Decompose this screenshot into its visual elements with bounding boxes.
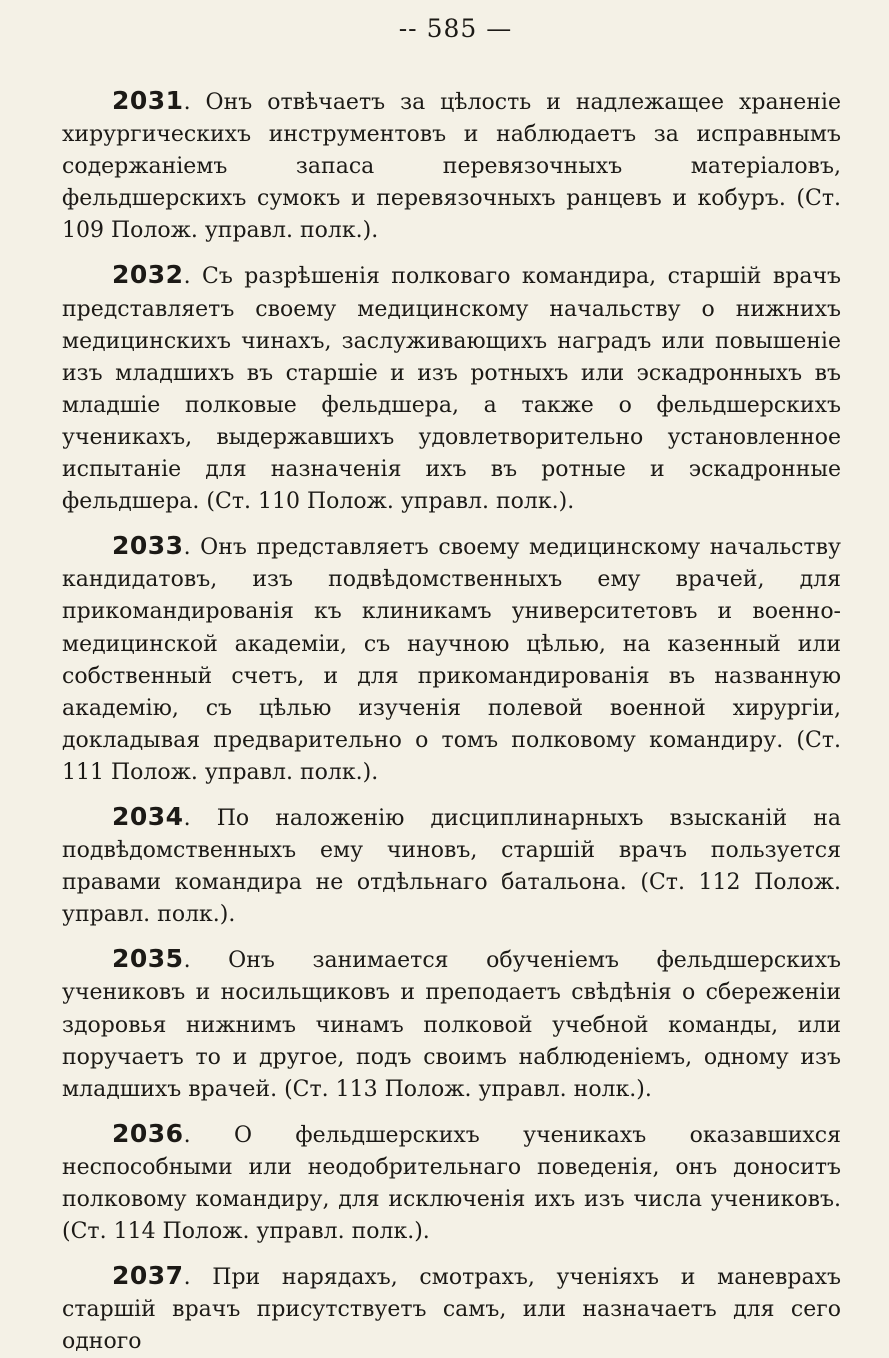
article-number: 2034 — [112, 801, 184, 831]
article-text: . При нарядахъ, смотрахъ, ученіяхъ и маневрахъ старшій врачъ присутствуетъ самъ, или назначаетъ для сего одного — [62, 1265, 841, 1355]
article-text: . Онъ занимается обученіемъ фельдшерскихъ учениковъ и носильщиковъ и преподаетъ свѣдѣнія о сбереженіи здоровья нижнимъ чинамъ полковой учебной команды, или поручаетъ то и другое, подъ своимъ наблюденіемъ, одному изъ младшихъ врачей. (Ст. 113 Полож. управл. нолк.). — [62, 948, 841, 1102]
article-2032 — [62, 259, 841, 518]
article-text: . Онъ отвѣчаетъ за цѣлость и надлежащее храненіе хирургическихъ инструментовъ и наблюдаетъ за исправнымъ содержаніемъ запаса перевязочныхъ матеріаловъ, фельдшерскихъ сумокъ и перевязочныхъ ранцевъ и кобуръ. (Ст. 109 Полож. управл. полк.). — [62, 90, 841, 244]
article-2037 — [62, 1260, 841, 1358]
article-2033 — [62, 530, 841, 789]
article-text: . Онъ представляетъ своему медицинскому начальству кандидатовъ, изъ подвѣдомственныхъ ему врачей, для прикомандированія къ клиникамъ университетовъ и военно-медицинской академіи, съ научною цѣлью, на казенный или собственный счетъ, и для прикомандированія въ названную академію, съ цѣлью изученія полевой военной хирургіи, докладывая предварительно о томъ полковому командиру. (Ст. 111 Полож. управл. полк.). — [62, 535, 841, 785]
article-number: 2032 — [112, 260, 184, 290]
article-text: . Съ разрѣшенія полковаго командира, старшій врачъ представляетъ своему медицинскому начальству о нижнихъ медицинскихъ чинахъ, заслуживающихъ наградъ или повышеніе изъ младшихъ въ старшіе и изъ ротныхъ или эскадронныхъ въ младшіе полковые фельдшера, а также о фельдшерскихъ ученикахъ, выдержавшихъ удовлетворительно установленное испытаніе для назначенія ихъ въ ротные и эскадронные фельдшера. (Ст. 110 Полож. управл. полк.). — [62, 264, 841, 515]
article-number: 2035 — [112, 944, 184, 974]
article-2036 — [62, 1118, 841, 1248]
article-number: 2036 — [112, 1118, 184, 1148]
article-2035 — [62, 943, 841, 1105]
article-number: 2037 — [112, 1261, 184, 1291]
article-text: . О фельдшерскихъ ученикахъ оказавшихся неспособными или неодобрительнаго поведенія, онъ доноситъ полковому командиру, для исключенія ихъ изъ числа учениковъ. (Ст. 114 Полож. управл. полк.). — [62, 1122, 841, 1245]
article-2031 — [62, 85, 841, 247]
page-number: -- 585 — — [398, 14, 513, 43]
article-number: 2031 — [112, 86, 184, 115]
article-text: . По наложенію дисциплинарныхъ взысканій на подвѣдомственныхъ ему чиновъ, старшій врачъ пользуется правами командира не отдѣльнаго батальона. (Ст. 112 Полож. управл. полк.). — [62, 805, 841, 928]
article-2034 — [62, 801, 841, 931]
article-number: 2033 — [112, 531, 184, 561]
